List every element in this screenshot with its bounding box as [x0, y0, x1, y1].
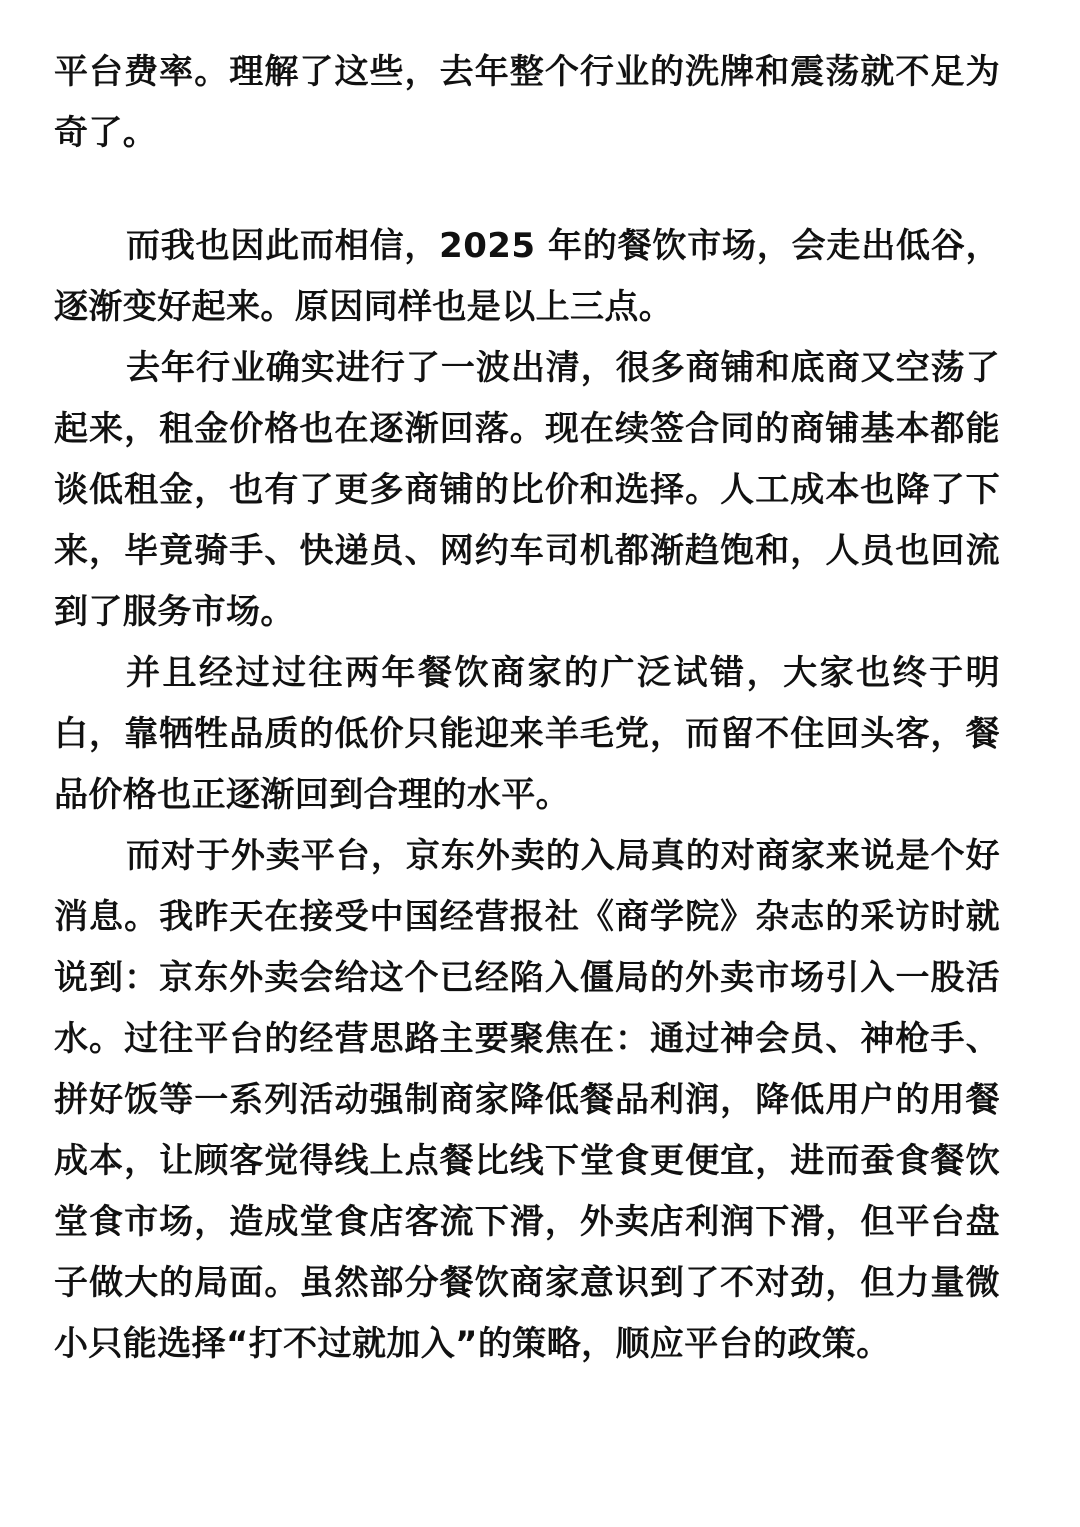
paragraph-outlook: 而我也因此而相信，2025 年的餐饮市场，会走出低谷，逐渐变好起来。原因同样也是以上三点。: [54, 226, 1000, 327]
article-body: [54, 42, 1000, 1375]
paragraph-spacer: [54, 164, 1000, 216]
paragraph-continuation: 平台费率。理解了这些，去年整个行业的洗牌和震荡就不足为奇了。: [54, 52, 1000, 153]
paragraph-rent-labor: 去年行业确实进行了一波出清，很多商铺和底商又空荡了起来，租金价格也在逐渐回落。现在续签合同的商铺基本都能谈低租金，也有了更多商铺的比价和选择。人工成本也降了下来，毕竟骑手、快递员、网约车司机都渐趋饱和，人员也回流到了服务市场。: [54, 348, 1000, 632]
paragraph-pricing: 并且经过过往两年餐饮商家的广泛试错，大家也终于明白，靠牺牲品质的低价只能迎来羊毛党，而留不住回头客，餐品价格也正逐渐回到合理的水平。: [54, 653, 1000, 815]
paragraph-delivery-platform: 而对于外卖平台，京东外卖的入局真的对商家来说是个好消息。我昨天在接受中国经营报社《商学院》杂志的采访时就说到：京东外卖会给这个已经陷入僵局的外卖市场引入一股活水。过往平台的经营思路主要聚焦在：通过神会员、神枪手、拼好饭等一系列活动强制商家降低餐品利润，降低用户的用餐成本，让顾客觉得线上点餐比线下堂食更便宜，进而蚕食餐饮堂食市场，造成堂食店客流下滑，外卖店利润下滑，但平台盘子做大的局面。虽然部分餐饮商家意识到了不对劲，但力量微小只能选择“打不过就加入”的策略，顺应平台的政策。: [54, 836, 1000, 1364]
